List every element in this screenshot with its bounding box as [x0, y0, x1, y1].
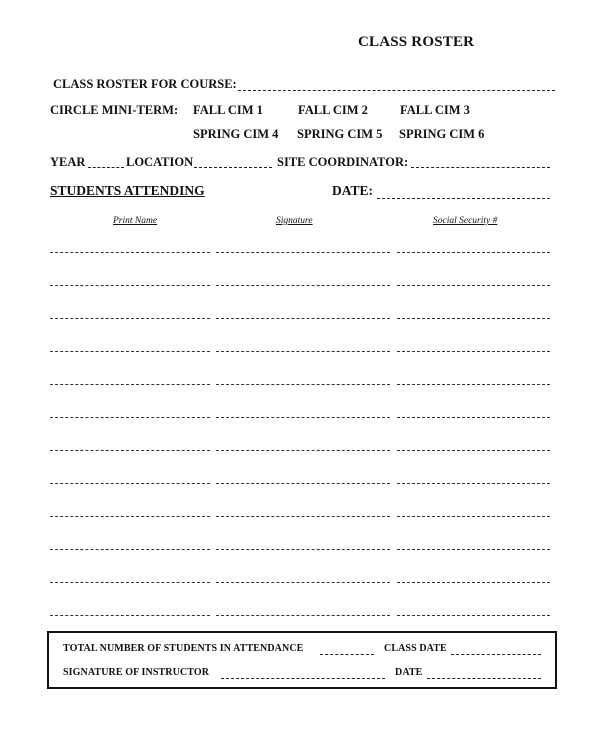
- social-security-field[interactable]: [397, 285, 550, 286]
- print-name-field[interactable]: [50, 483, 210, 484]
- column-header-social-security: Social Security #: [433, 216, 498, 226]
- location-label: LOCATION: [126, 155, 194, 169]
- column-header-signature: Signature: [276, 216, 313, 226]
- instructor-signature-field[interactable]: [221, 678, 385, 679]
- signature-field[interactable]: [216, 417, 390, 418]
- term-option-fall-cim-1[interactable]: FALL CIM 1: [193, 103, 263, 117]
- total-students-label: TOTAL NUMBER OF STUDENTS IN ATTENDANCE: [63, 643, 304, 654]
- social-security-field[interactable]: [397, 351, 550, 352]
- print-name-field[interactable]: [50, 450, 210, 451]
- instructor-signature-label: SIGNATURE OF INSTRUCTOR: [63, 667, 210, 678]
- social-security-field[interactable]: [397, 483, 550, 484]
- print-name-field[interactable]: [50, 384, 210, 385]
- social-security-field[interactable]: [397, 615, 550, 616]
- signature-field[interactable]: [216, 615, 390, 616]
- column-header-print-name: Print Name: [113, 216, 158, 226]
- term-option-fall-cim-2[interactable]: FALL CIM 2: [298, 103, 368, 117]
- term-option-spring-cim-6[interactable]: SPRING CIM 6: [399, 127, 485, 141]
- footer-date-label: DATE: [395, 667, 423, 678]
- print-name-field[interactable]: [50, 516, 210, 517]
- mini-term-label: CIRCLE MINI-TERM:: [50, 103, 179, 117]
- signature-field[interactable]: [216, 516, 390, 517]
- print-name-field[interactable]: [50, 549, 210, 550]
- site-coordinator-field[interactable]: [411, 167, 550, 168]
- social-security-field[interactable]: [397, 549, 550, 550]
- signature-field[interactable]: [216, 582, 390, 583]
- print-name-field[interactable]: [50, 582, 210, 583]
- signature-field[interactable]: [216, 351, 390, 352]
- date-field[interactable]: [377, 198, 550, 199]
- year-field[interactable]: [88, 167, 124, 168]
- signature-field[interactable]: [216, 285, 390, 286]
- print-name-field[interactable]: [50, 318, 210, 319]
- print-name-field[interactable]: [50, 417, 210, 418]
- course-label: CLASS ROSTER FOR COURSE:: [53, 77, 237, 91]
- footer-date-field[interactable]: [427, 678, 541, 679]
- print-name-field[interactable]: [50, 615, 210, 616]
- footer-box: [47, 631, 557, 689]
- students-attending-heading: STUDENTS ATTENDING: [50, 183, 205, 198]
- social-security-field[interactable]: [397, 384, 550, 385]
- signature-field[interactable]: [216, 483, 390, 484]
- signature-field[interactable]: [216, 252, 390, 253]
- signature-field[interactable]: [216, 450, 390, 451]
- print-name-field[interactable]: [50, 285, 210, 286]
- course-field[interactable]: [238, 90, 555, 91]
- social-security-field[interactable]: [397, 252, 550, 253]
- social-security-field[interactable]: [397, 516, 550, 517]
- social-security-field[interactable]: [397, 450, 550, 451]
- social-security-field[interactable]: [397, 582, 550, 583]
- signature-field[interactable]: [216, 549, 390, 550]
- term-option-spring-cim-4[interactable]: SPRING CIM 4: [193, 127, 279, 141]
- location-field[interactable]: [194, 167, 272, 168]
- social-security-field[interactable]: [397, 417, 550, 418]
- class-date-field[interactable]: [451, 654, 541, 655]
- term-option-fall-cim-3[interactable]: FALL CIM 3: [400, 103, 470, 117]
- term-option-spring-cim-5[interactable]: SPRING CIM 5: [297, 127, 383, 141]
- social-security-field[interactable]: [397, 318, 550, 319]
- class-date-label: CLASS DATE: [384, 643, 447, 654]
- signature-field[interactable]: [216, 384, 390, 385]
- year-label: YEAR: [50, 155, 86, 169]
- site-coordinator-label: SITE COORDINATOR:: [277, 155, 409, 169]
- date-label: DATE:: [332, 183, 374, 198]
- signature-field[interactable]: [216, 318, 390, 319]
- print-name-field[interactable]: [50, 351, 210, 352]
- page-title: CLASS ROSTER: [358, 34, 475, 50]
- print-name-field[interactable]: [50, 252, 210, 253]
- total-students-field[interactable]: [320, 654, 374, 655]
